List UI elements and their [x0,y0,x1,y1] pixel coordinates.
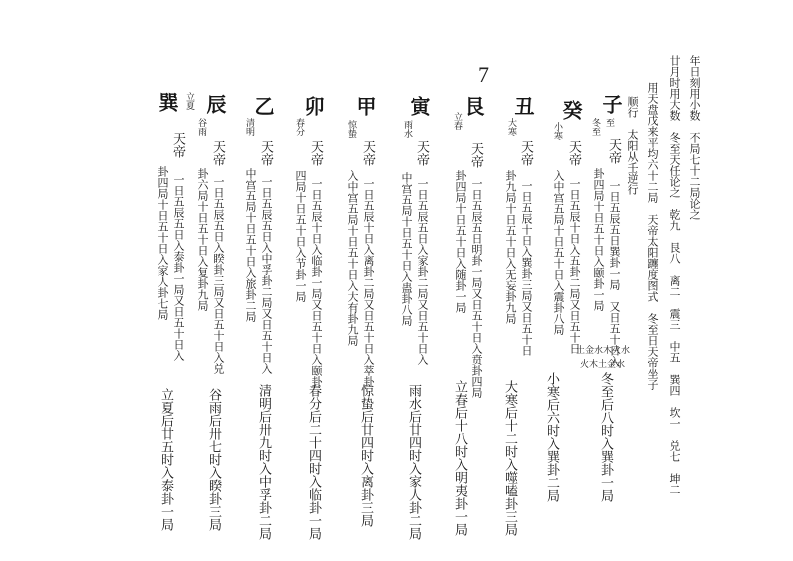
entry-branch: 子 [599,94,623,114]
entry-sub: 小寒 [552,122,562,140]
entry-body: 天帝 [518,140,533,166]
entry-body: 天帝 [468,142,483,168]
intro-line-4: 顺行 太阳从壬逆行 [626,96,639,195]
element-symbols-line-2: 火木土金水 [580,360,626,370]
entry-branch: 艮 [461,96,485,116]
entry-detail2: 卦四局十日五十日入颐卦一局 [592,168,605,311]
entry-detail: 一日五辰十日入巽卦三局又日五十日 [520,180,533,356]
entry-detail: 一日五辰五日巽卦一局 又日五十日入 [608,180,621,367]
entry-detail2: 卦九局十日五十日入无妄卦九局 [504,170,517,324]
bottom-line: 冬至后八时入巽卦一局 [598,372,613,502]
entry-body: 天帝 [170,132,185,158]
entry-detail2: 四局十日五十日入节卦一局 [294,170,307,302]
entry-body: 天帝 [566,140,581,166]
entry-detail2: 卦四局十日五十日入随卦一局 [454,170,467,313]
entry-body: 天帝 [606,138,621,164]
entry-detail: 一日五辰五日入家卦二局又日五十日入 [416,178,429,365]
entry-stem: 至 [604,118,614,127]
bottom-line: 立夏后廿五时入泰卦一局 [158,388,173,531]
entry-branch: 丑 [511,96,535,116]
entry-detail: 一日五辰十日入五卦二局又日五十日 [568,178,581,354]
intro-line-2: 廿月时用大数 冬至天任论之 乾九 艮八 离二 震三 中五 巽四 坎一 兑七 坤二 [668,55,681,495]
entry-detail2: 卦六局十日五十日入复卦九局 [196,168,209,311]
entry-sub: 雨水 [402,120,412,138]
entry-sub: 大寒 [506,118,516,136]
entry-branch: 癸 [559,100,583,120]
entry-detail2: 中宫五局十日五十日入旅卦二局 [244,168,257,322]
bottom-line: 小寒后六时入巽卦二局 [544,372,559,502]
entry-sub: 冬至 [590,118,600,136]
entry-detail: 一日五辰五日明卦一局又日五十日入贲卦四局 [470,178,483,398]
entry-body: 天帝 [308,140,323,166]
bottom-line: 雨水后廿四时入家人卦二局 [406,384,421,540]
entry-body: 天帝 [258,140,273,166]
entry-sub: 惊蛰 [346,120,356,138]
bottom-line: 立春后十八时入明夷卦一局 [452,380,467,536]
entry-sub: 清明 [244,118,254,136]
entry-detail: 一日五辰五日入中孚卦二局又日五十日入 [260,176,273,374]
entry-sub: 立春 [452,112,462,130]
entry-detail2: 中宫五局十日五十日入蛊卦八局 [400,172,413,326]
entry-detail2: 入中宫五局十日五十日入震卦八局 [552,170,565,335]
entry-branch: 甲 [353,96,377,116]
entry-detail2: 卦四局十日五十日入家人卦七局 [156,166,169,320]
bottom-line: 清明后卅九时入中孚卦二局 [256,384,271,540]
bottom-line: 春分后二十四时入临卦一局 [306,384,321,540]
entry-branch: 辰 [203,94,227,114]
entry-branch: 寅 [407,96,431,116]
entry-body: 天帝 [414,140,429,166]
entry-body: 天帝 [360,140,375,166]
entry-body: 天帝 [210,140,225,166]
entry-branch: 巽 [155,92,179,112]
page-number: 7 [478,62,489,87]
entry-detail: 一日五辰五日入睽卦三局又日五十日入兑 [212,176,225,374]
element-symbols-line-1: 土金水木火水 [576,346,631,356]
bottom-line: 惊蛰后廿四时入离卦三局 [358,384,373,527]
entry-detail2: 入中宫五局十日五十日入大有卦九局 [346,170,359,346]
entry-detail: 一日五辰五日入泰卦一局又日五十日入 [172,174,185,361]
entry-branch: 卯 [301,96,325,116]
entry-branch: 乙 [251,96,275,116]
entry-sub: 春分 [294,118,304,136]
entry-sub: 谷雨 [196,118,206,136]
intro-line-3: 用天盘戊来平均六十二局 天帝太阳躔度图式 冬至日天帝坐子 [646,82,659,390]
bottom-line: 谷雨后卅七时入睽卦三局 [206,388,221,531]
intro-line-1: 年日刻用小数 不局七十二局论之 [688,55,701,220]
entry-sub: 立夏 [184,92,194,110]
entry-detail: 一日五辰十日入离卦二局又日五十日入萃卦 [362,178,375,387]
entry-detail: 一日五辰十日入临卦一局又日五十日入颐卦 [310,178,323,387]
bottom-line: 大寒后十二时入噬嗑卦三局 [502,380,517,536]
